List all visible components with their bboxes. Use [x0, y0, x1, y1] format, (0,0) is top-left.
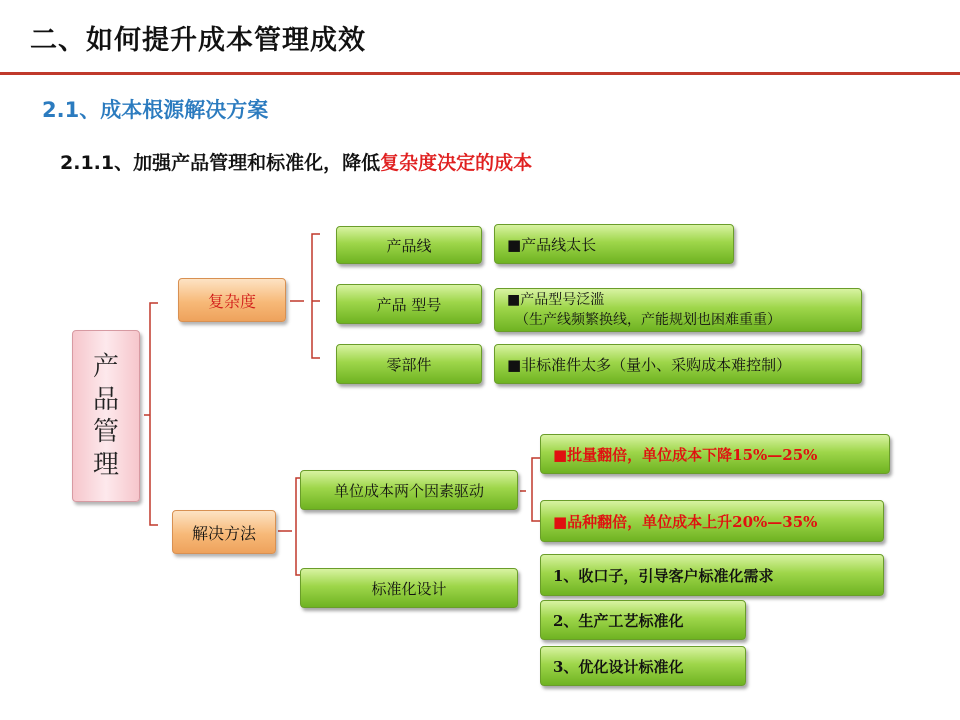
root-bracket [144, 303, 158, 525]
cost-drivers-node: 单位成本两个因素驱动 [300, 470, 518, 510]
standard-item-1: 1、收口子，引导客户标准化需求 [540, 554, 884, 596]
detail-line: ■产品型号泛滥 [507, 291, 605, 308]
product-line-detail: ■产品线太长 [494, 224, 734, 264]
components-detail: ■非标准件太多（量小、采购成本难控制） [494, 344, 862, 384]
section-heading-prefix: 2.1.1、加强产品管理和标准化，降低 [60, 152, 381, 174]
root-char: 管 [92, 417, 119, 447]
drivers-bracket [520, 458, 540, 521]
complexity-bracket [290, 234, 320, 358]
root-char: 理 [92, 449, 119, 480]
standard-design-node: 标准化设计 [300, 568, 518, 608]
product-model-detail [494, 288, 862, 332]
root-node-product-management [72, 330, 140, 502]
batch-doubling-detail: ■批量翻倍，单位成本下降15%—25% [540, 434, 890, 474]
detail-line: （生产线频繁换线，产能规划也困难重重） [515, 312, 781, 328]
root-char: 产 [92, 352, 119, 382]
components-node: 零部件 [336, 344, 482, 384]
section-heading-highlight: 复杂度决定的成本 [380, 152, 533, 174]
standard-item-3: 3、优化设计标准化 [540, 646, 746, 686]
solution-node: 解决方法 [172, 510, 276, 554]
product-model-node: 产品 型号 [336, 284, 482, 324]
root-char: 品 [92, 384, 119, 415]
product-line-node: 产品线 [336, 226, 482, 264]
complexity-node: 复杂度 [178, 278, 286, 322]
subtitle: 2.1、成本根源解决方案 [42, 98, 269, 122]
standard-item-2: 2、生产工艺标准化 [540, 600, 746, 640]
variety-doubling-detail: ■品种翻倍，单位成本上升20%—35% [540, 500, 884, 542]
page-title: 二、如何提升成本管理成效 [30, 25, 366, 56]
